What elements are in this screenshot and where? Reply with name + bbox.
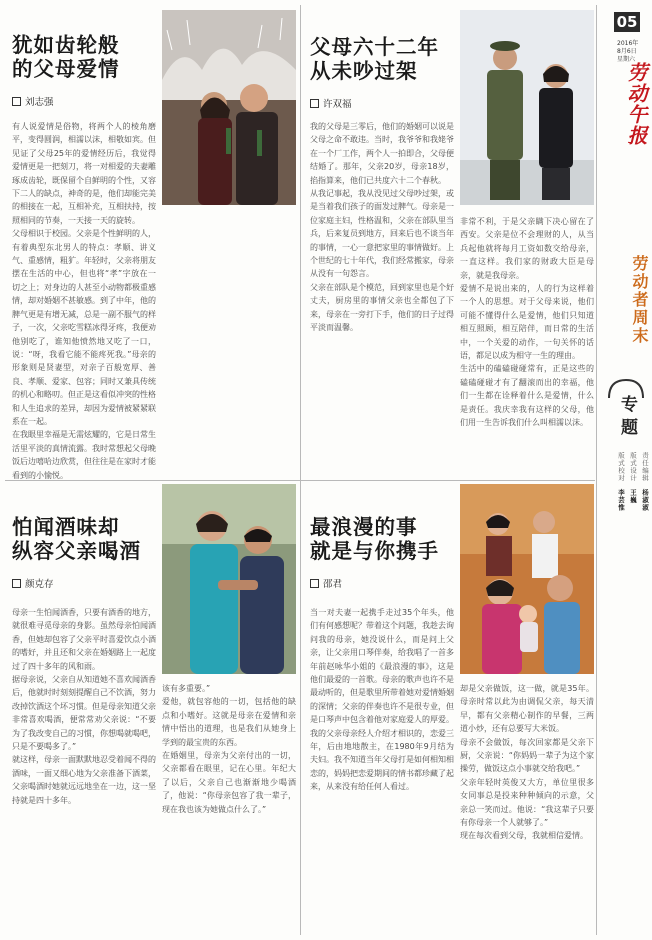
story-3 (6, 484, 296, 934)
story-2-photo (460, 10, 594, 205)
credit-key: 版式校对 (617, 452, 625, 482)
credit-key: 责任编辑 (641, 452, 649, 482)
story-1 (6, 10, 296, 480)
story-3-title: 怕闻酒味却 纵容父亲喝酒 (12, 515, 141, 563)
story-3-author: 颜克存 (25, 579, 54, 590)
story-4-body-col1: 当一对夫妻一起携手走过35个年头，他们有何感想呢？带着这个问题，我趁去询问我的母亲，她没说什么，而是问上父亲，让父亲用口琴伴奏，给我唱了一首多年前赵咏华小姐的《最浪漫的事》，这是他们最爱的一首歌。母亲的歌声也许不是最动听的，但是歌里所带着她对爱情婚姻的深情；父亲的伴奏也许不是很专业，但是口琴声中包含着他对家庭爱人的厚爱。 我的父亲母亲经人介绍才相识的，恋爱三年，后由地地散主，在1980年9月结为夫妇。我不知道当年父母打是如何相知相恋的，妈妈把恋爱期间的情书都珍藏了起来，从来没有给任何人看过。 (310, 608, 454, 792)
byline-box-icon (310, 579, 319, 588)
story-4-photo (460, 484, 594, 674)
credit-value: 王巍 (629, 489, 637, 505)
story-1-byline (12, 94, 54, 108)
right-rail (597, 0, 652, 940)
story-1-photo (162, 10, 296, 205)
byline-box-icon (12, 97, 21, 106)
story-4 (304, 484, 594, 934)
story-3-body-col2: 该有多重要。” 爱他，就包容他的一切，包括他的缺点和小嗜好。这就是母亲在爱情和亲情中悟出的道理，也是我们从她身上学到的最宝贵的东西。 在婚姻里，母亲为父亲付出的一切，父亲都看在眼里，记在心里。年纪大了以后，父亲自己也渐渐地少喝酒了，他说：“你母亲包容了我一辈子，现在我也该为她做点什么了。” (162, 684, 296, 814)
credit-editor (641, 452, 650, 602)
story-4-title: 最浪漫的事 就是与你携手 (310, 515, 439, 563)
credit-value: 杨淑淑 (641, 489, 649, 512)
story-2-title: 父母六十二年 从未吵过架 (310, 35, 439, 83)
credit-designer (629, 452, 638, 602)
credit-key: 版式设计 (629, 452, 637, 482)
story-2-byline (310, 96, 352, 110)
page-number: 05 (614, 12, 640, 32)
byline-box-icon (12, 579, 21, 588)
story-3-photo (162, 484, 296, 674)
issue-date (617, 40, 638, 64)
story-2 (304, 10, 594, 475)
story-2-body-col1: 我的父母是三零后，他们的婚姻可以说是父母之命不敢违。当时，我爷爷和我姥爷在一个厂工作，两个人一拍即合，父母便结婚了。那年，父亲20岁，母亲18岁，掐指算来，他们已共度六十二个春秋。 从我记事起，我从没见过父母吵过架，或是当着我们孩子的面发过脾气。母亲是一位家庭主妇，性格温和，父亲在部队里当兵，后来复员到地方，回来后也不谈当年的事情，一心一意把家里的事情做好。上个世纪的七十年代，我们经常搬家，母亲从没有一句怨言。 父亲在部队是个模范，回到家里也是个好丈夫，厨房里的事情父亲也全都包了下来，母亲在一旁打下手，他们的日子过得平淡而温馨。 (310, 122, 454, 333)
section-name: 劳动者周末 (630, 255, 649, 345)
story-1-author: 刘志强 (25, 97, 54, 108)
story-4-body-col2: 却是父亲做饭，这一做，就是35年。母亲时常以此为由调侃父亲，每天清早，都有父亲精心制作的早餐，三两道小炒，还有总要写大米饭。 母亲不会做饭，每次回家都是父亲下厨，父亲说：“你妈妈一辈子为这个家操劳，做饭这点小事就交给我吧。” 父亲年轻时英俊又大方，单位里很多女同事总是投来种种倾向的示意，父亲总一笑而过。他说：“我这辈子只要有你母亲一个人就够了。” 现在每次看到父母，我就相信爱情。 (460, 684, 594, 841)
issue-day: 8月6日 (617, 48, 637, 55)
divider-vertical (300, 5, 301, 935)
story-1-body: 有人说爱情是俗物，将两个人的棱角磨平，变得圆润，相濡以沫，相敬如宾。但见证了父母25年的爱情经历后，我觉得爱情更是一把刻刀，将一对相爱的夫妻雕琢成齿轮，既保留个自鲜明的个性，又容下二人的缺点，神奇的是，他们却能完美的相接在一起，互相补充，互相扶持，按照相同的节奏，一天接一天的旋转。 父母相识于校园。父亲是个性鲜明的人，有着典型东北男人的特点：孝顺、讲义气、重感情，粗犷。年轻时，父亲将朋友摆在生活的中心，但也将“孝”字放在一切之上；对身边的人甚至小动物都极重感情，却对婚姻不甚敏感。到了中年，他的脾气更是有增无减，总是一副不服气的样子，一次，父亲吃雪糕冰得牙疼，我便劝他别吃了，谁知他愤然地又吃了一口，说：“呀，我看它能不能疼死我。”母亲的形象则是贤妻型，对亲子百般宽厚、善良、孝顺、爱家、包容；同时又兼具传统的机心和略叨。但正是这看似冲突的性格和人生追求的差异，却因为爱情被紧紧联系在一起。 在我眼里幸福是无需炫耀的，它是日常生活里平淡的真情流露。我时常想起父母晚饭后边嘻哈边欣赏，但往往是在家时才能看到的小愉悦。 (12, 122, 156, 480)
paper-logo: 劳动午报 (624, 62, 648, 146)
story-2-body-col2: 非常不利，于是父亲瞒下决心留在了西安。父亲是位不会理财的人，从当兵起他就将每月工资如数交给母亲，一直这样。我们家的财政大臣是母亲，就是我母亲。 爱情不是说出来的，人的行为这样着一个人的思想。对于父母来说，他们可能不懂得什么是爱情，他们只知道相互照顾，相互陪伴，而日常的生活中，一个关爱的动作，一句关怀的话语，都足以成为相守一生的理由。 生活中的磕磕碰碰常有，正是这些的磕磕碰碰才有了翻滚而出的幸福，他们一生都在诠释着什么是爱情，什么是责任。我庆幸我有这样的父母，他们用一生告诉我们什么叫相濡以沫。 (460, 217, 594, 428)
story-1-title: 犹如齿轮般 的父母爱情 (12, 33, 120, 81)
story-4-author: 邵君 (323, 579, 343, 590)
byline-box-icon (310, 99, 319, 108)
issue-weekday: 星期六 (617, 56, 636, 63)
story-3-body-col1: 母亲一生怕闻酒香，只要有酒香的地方，就很难寻觅母亲的身影。虽然母亲怕闻酒香，但她却包容了父亲平时喜爱饮点小酒的嗜好，并且还和父亲在婚姻路上一起度过了四十多年的风和雨。 据母亲说，父亲自从知道她不喜欢闻酒香后，他就时时刻刻提醒自己不饮酒，努力改掉饮酒这个坏习惯。但是母亲知道父亲非常喜欢喝酒，便常常劝父亲说：“不要为了我改变自己的习惯，你想喝就喝吧，只是不要喝多了。” 就这样，母亲一面默默地忍受着闻不得的酒味，一面又细心地为父亲准备下酒菜，父亲喝酒时她就远远地坐在一边，这一坚持就是四十多年。 (12, 608, 156, 805)
issue-year: 2016年 (617, 40, 639, 47)
editor-credits (610, 452, 650, 602)
story-3-byline (12, 576, 54, 590)
story-2-author: 许双福 (323, 99, 352, 110)
credit-value: 李芸惟 (617, 489, 625, 512)
topic-label: 专题 (617, 395, 637, 441)
credit-proofreader (617, 452, 626, 602)
story-4-byline (310, 576, 342, 590)
